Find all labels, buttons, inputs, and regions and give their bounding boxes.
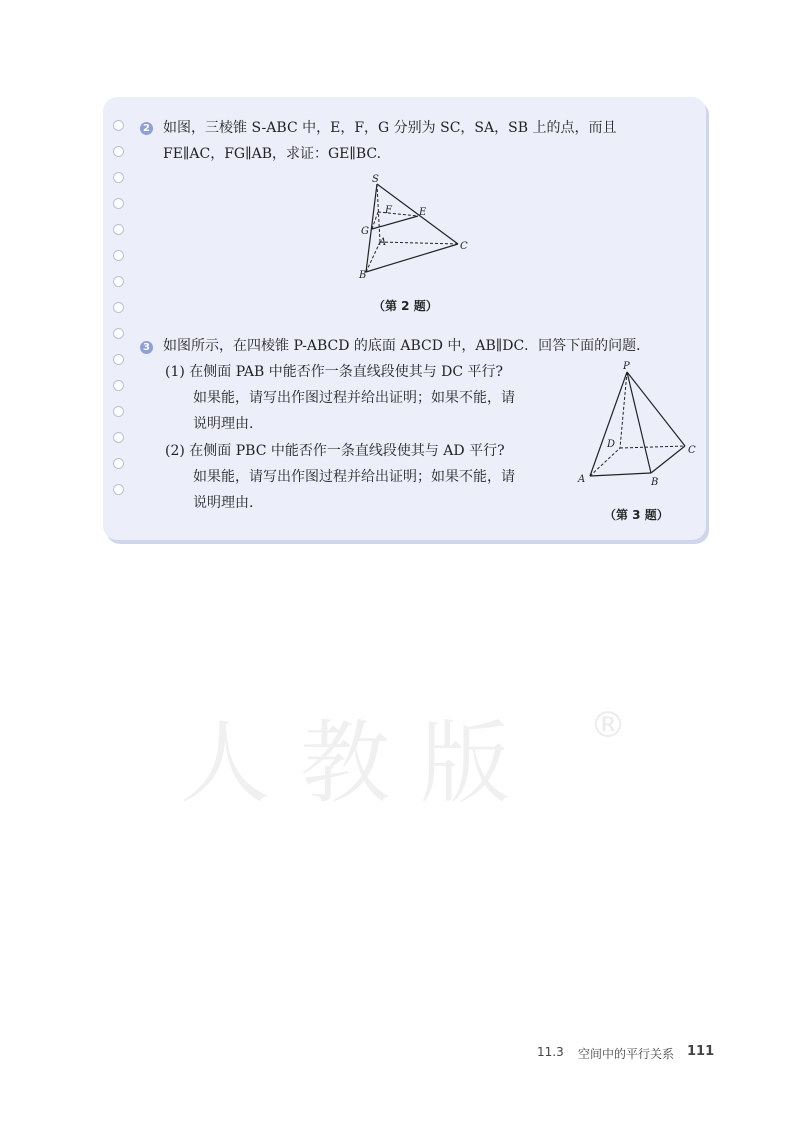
binder-hole — [113, 406, 124, 417]
binder-hole — [113, 250, 124, 261]
question-3-part-2-line-1: (2) 在侧面 PBC 中能否作一条直线段使其与 AD 平行? — [165, 443, 505, 459]
question-3-intro: 如图所示，在四棱锥 P-ABCD 的底面 ABCD 中，AB∥DC．回答下面的问题． — [163, 338, 651, 354]
binder-hole — [113, 224, 124, 235]
question-3-badge: 3 — [140, 341, 153, 354]
binder-hole — [113, 458, 124, 469]
label-S: S — [372, 174, 379, 185]
label-C: C — [460, 241, 468, 252]
figure-3-caption: （第 3 题） — [604, 508, 669, 522]
pyramid-p-abcd-figure — [575, 358, 705, 493]
binder-hole — [113, 484, 124, 495]
binder-hole — [113, 432, 124, 443]
question-3-part-1-line-1: (1) 在侧面 PAB 中能否作一条直线段使其与 DC 平行? — [165, 364, 504, 380]
label-G: G — [361, 226, 369, 237]
label-P: P — [623, 361, 630, 372]
label-B3: B — [651, 477, 659, 488]
page-number: 111 — [687, 1044, 715, 1059]
binder-hole — [113, 120, 124, 131]
question-3-part-1-line-3: 说明理由. — [193, 416, 254, 432]
binder-hole — [113, 380, 124, 391]
question-3-part-1-line-2: 如果能，请写出作图过程并给出证明；如果不能，请 — [193, 390, 515, 406]
footer-section-title: 空间中的平行关系 — [578, 1047, 675, 1061]
question-3-part-2-line-3: 说明理由. — [193, 495, 254, 511]
registered-mark: ® — [590, 705, 626, 746]
label-A3: A — [578, 474, 586, 485]
question-3-part-2-line-2: 如果能，请写出作图过程并给出证明；如果不能，请 — [193, 469, 515, 485]
binder-hole — [113, 328, 124, 339]
label-B: B — [359, 270, 367, 281]
question-2-line-1: 如图，三棱锥 S-ABC 中，E，F，G 分别为 SC，SA，SB 上的点，而且 — [163, 120, 617, 136]
binder-hole — [113, 198, 124, 209]
binder-hole — [113, 146, 124, 157]
binder-hole — [113, 276, 124, 287]
question-2-badge: 2 — [140, 122, 153, 135]
label-F: F — [385, 205, 392, 216]
binder-hole — [113, 172, 124, 183]
question-2-line-2: FE∥AC，FG∥AB，求证：GE∥BC. — [163, 146, 382, 162]
pyramid-s-abc-figure — [355, 172, 485, 282]
label-C3: C — [688, 445, 696, 456]
figure-2-caption: （第 2 题） — [373, 299, 438, 313]
binder-hole — [113, 354, 124, 365]
label-D: D — [607, 439, 616, 450]
label-A: A — [379, 237, 387, 248]
label-E: E — [419, 207, 427, 218]
watermark: 人教版 — [180, 711, 540, 816]
footer-section-number: 11.3 — [537, 1045, 564, 1059]
binder-hole — [113, 302, 124, 313]
